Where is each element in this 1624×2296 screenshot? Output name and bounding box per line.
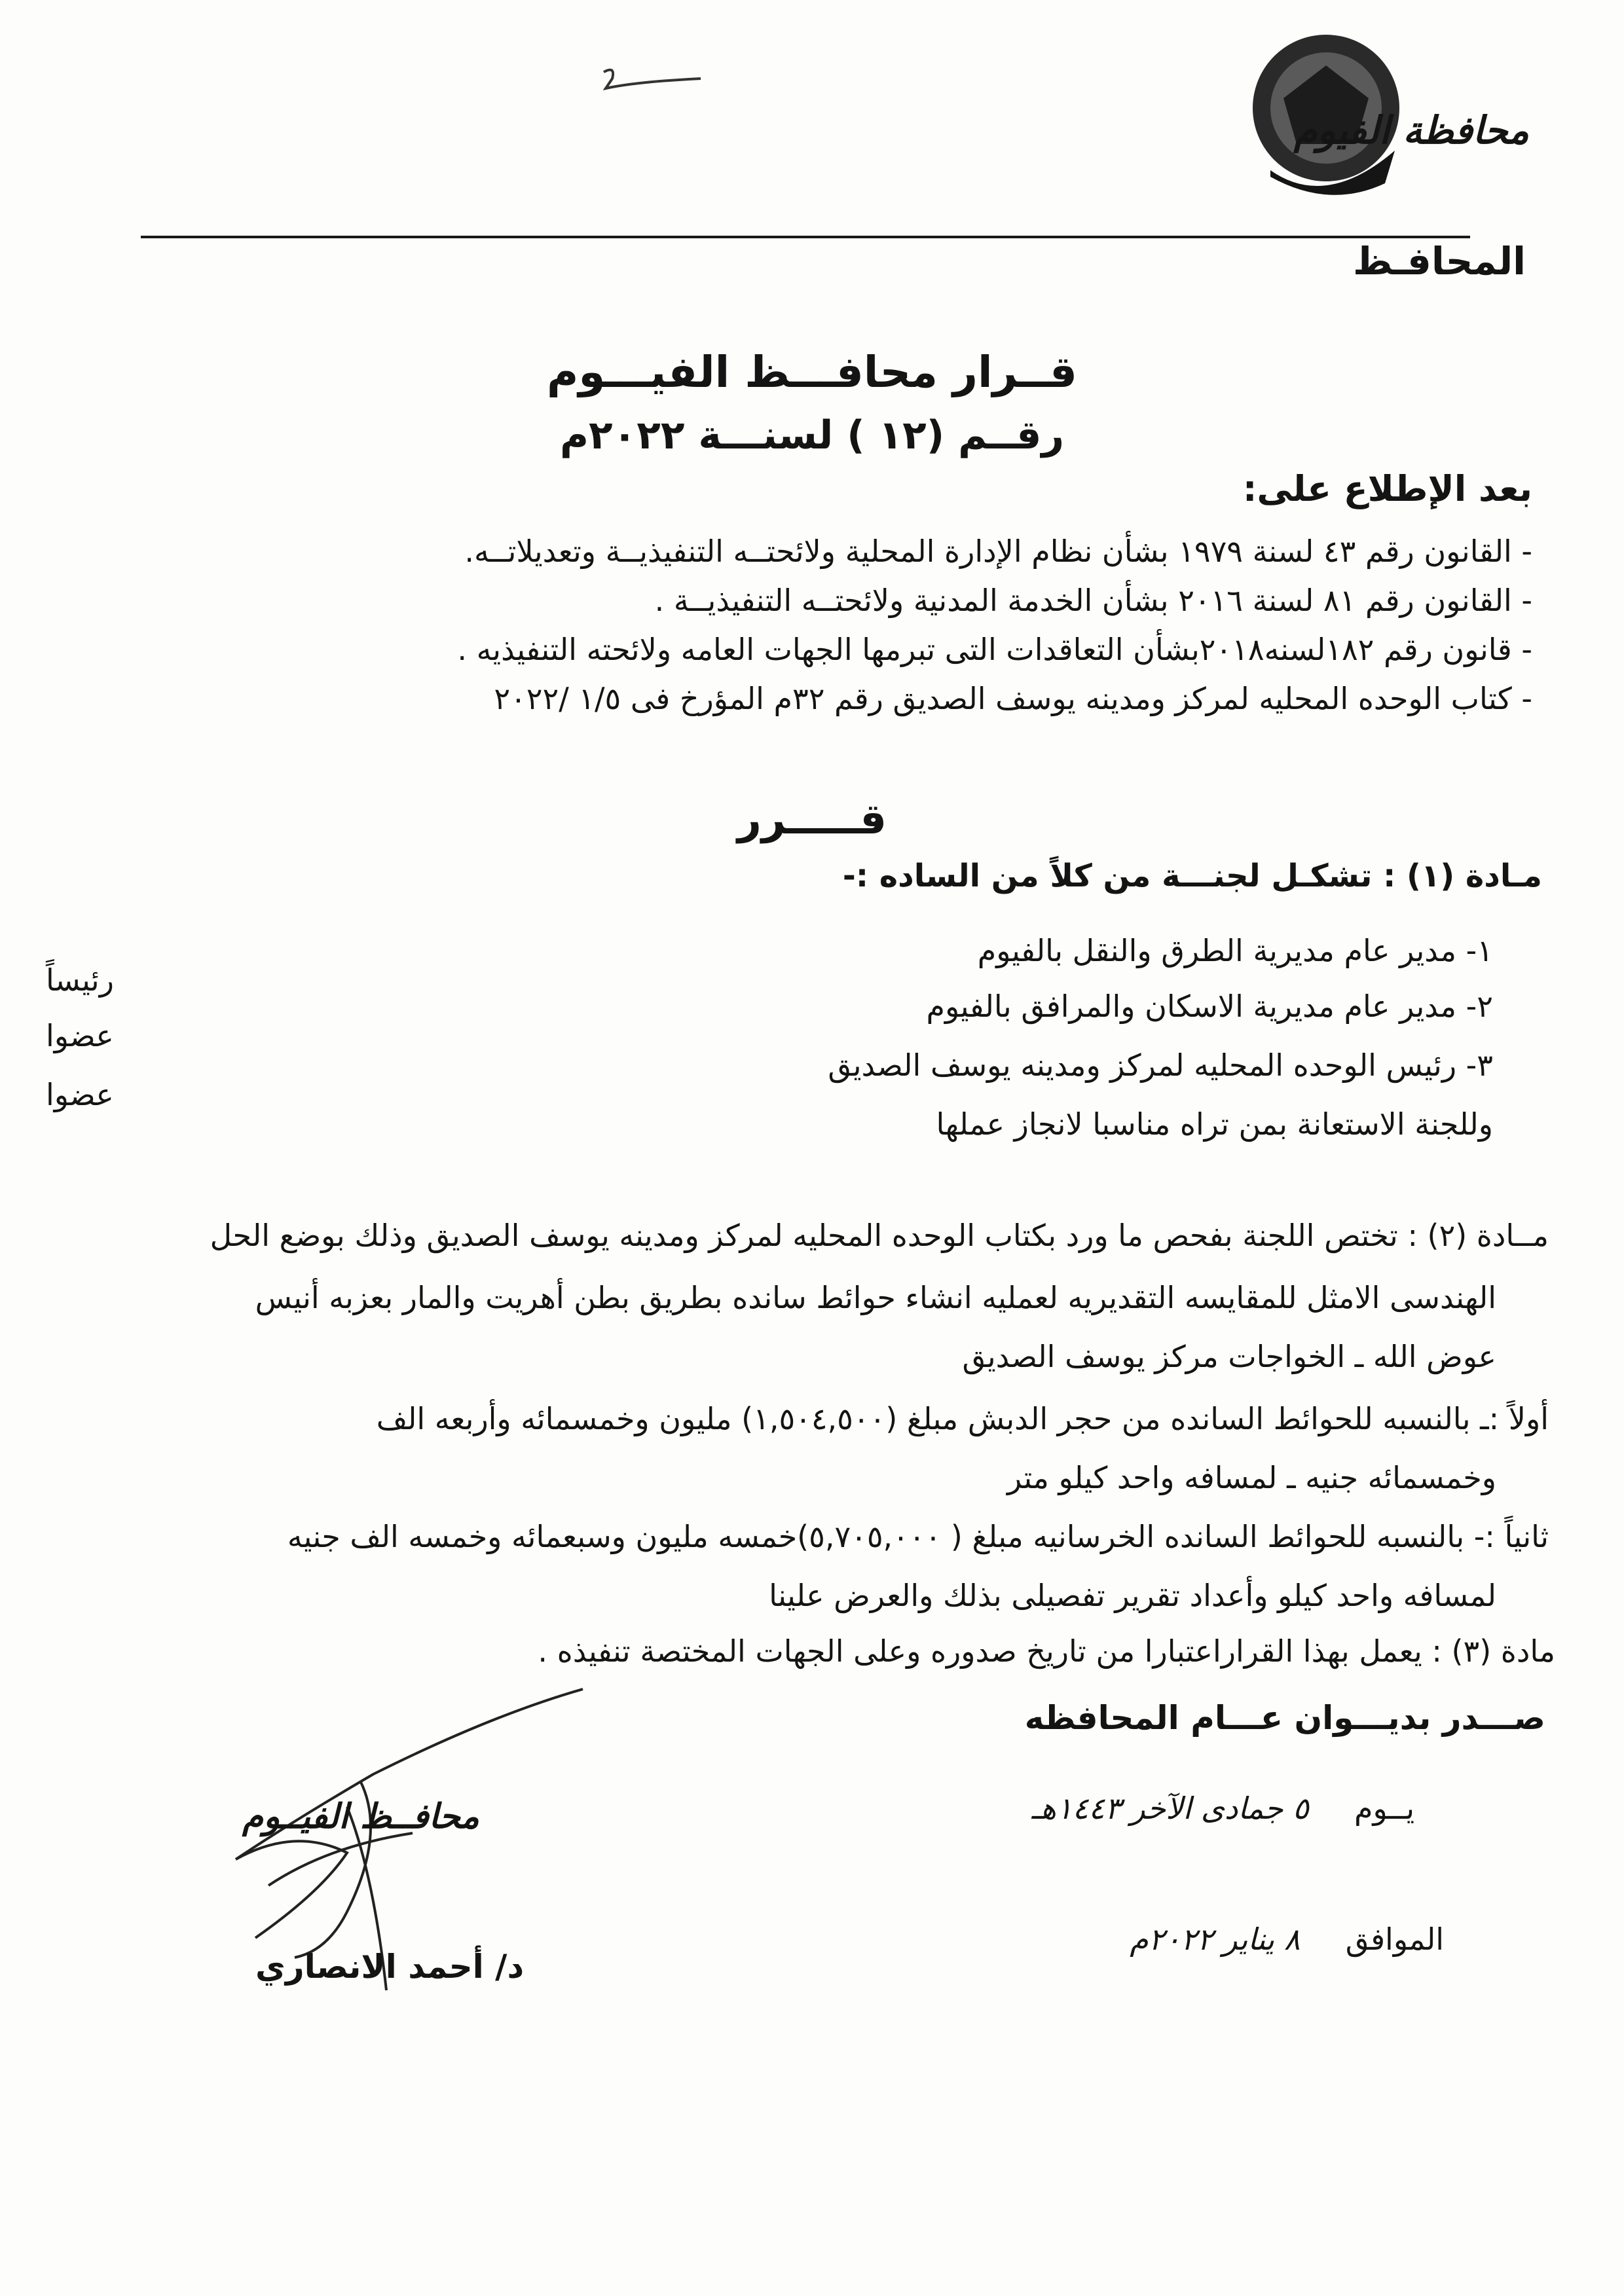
decided-heading: قـــــرر (737, 795, 887, 844)
preamble-item: - القانون رقم ٤٣ لسنة ١٩٧٩ بشأن نظام الإدارة المحلية ولائحتــه التنفيذيــة وتعديلاتــه. (464, 534, 1532, 569)
decree-number: رقــم (١٢ ) لسنـــة ٢٠٢٢م (559, 412, 1064, 458)
article-2-line: لمسافه واحد كيلو وأعداد تقرير تفصيلى بذلك والعرض علينا (769, 1578, 1496, 1613)
handwritten-mark (596, 52, 707, 105)
article-2-line: عوض الله ـ الخواجات مركز يوسف الصديق (962, 1339, 1496, 1374)
member-1: ١- مدير عام مديرية الطرق والنقل بالفيوم (977, 933, 1493, 968)
member-2-role: عضوا (46, 1018, 114, 1053)
preamble-item: - قانون رقم ١٨٢لسنه٢٠١٨بشأن التعاقدات التى تبرمها الجهات العامه ولائحته التنفيذيه . (457, 632, 1532, 667)
member-3-role: عضوا (46, 1077, 114, 1112)
gregorian-date (1130, 1922, 1444, 1957)
member-1-role: رئيساً (46, 962, 114, 998)
decree-title: قــرار محافـــظ الفيـــوم (546, 347, 1077, 397)
committee-note: وللجنة الاستعانة بمن تراه مناسبا لانجاز عملها (936, 1106, 1493, 1142)
article-2-line: مــادة (٢) : تختص اللجنة بفحص ما ورد بكتاب الوحده المحليه لمركز ومدينه يوسف الصديق وذلك بوضع الحل (210, 1218, 1549, 1253)
organization-name: محافظة الفيوم (1293, 108, 1529, 153)
gregorian-date-label: الموافق (1345, 1922, 1444, 1957)
gregorian-date-value: ٨ يناير ٢٠٢٢م (1130, 1922, 1301, 1957)
header-rule (141, 236, 1470, 238)
article-2-line: ثانياً :- بالنسبه للحوائط السانده الخرسانيه مبلغ ( ٥,٧٠٥,٠٠٠)خمسه مليون وسبعمائه وخمسه الف جنيه (287, 1519, 1549, 1554)
article-1-heading: مـادة (١) : تشكـل لجنـــة من كلاً من الساده :- (842, 858, 1542, 894)
issued-line: صـــدر بديـــوان عـــام المحافظه (1024, 1699, 1545, 1737)
article-2-line: أولاً :ـ بالنسبه للحوائط السانده من حجر الدبش مبلغ (١,٥٠٤,٥٠٠) مليون وخمسمائه وأربعه الف (376, 1401, 1549, 1436)
hijri-date-label: يــوم (1354, 1791, 1414, 1826)
preamble-heading: بعد الإطلاع على: (1242, 468, 1532, 509)
preamble-item: - القانون رقم ٨١ لسنة ٢٠١٦ بشأن الخدمة المدنية ولائحتــه التنفيذيــة . (654, 583, 1532, 618)
hijri-date (1031, 1791, 1414, 1826)
preamble-item: - كتاب الوحده المحليه لمركز ومدينه يوسف الصديق رقم ٣٢م المؤرخ فى ١/٥ /٢٠٢٢ (494, 681, 1532, 716)
governor-title: محافــظ الفيــوم (242, 1797, 479, 1836)
article-2-line: الهندسى الامثل للمقايسه التقديريه لعمليه انشاء حوائط سانده بطريق بطن أهريت والمار بعزبه أنيس (255, 1280, 1496, 1315)
article-3-line: مادة (٣) : يعمل بهذا القراراعتبارا من تاريخ صدوره وعلى الجهات المختصة تنفيذه . (538, 1633, 1555, 1669)
hijri-date-value: ٥ جمادى الآخر ١٤٤٣هـ (1031, 1791, 1309, 1826)
member-3: ٣- رئيس الوحده المحليه لمركز ومدينه يوسف الصديق (828, 1048, 1493, 1083)
member-2: ٢- مدير عام مديرية الاسكان والمرافق بالفيوم (926, 989, 1493, 1024)
article-2-line: وخمسمائه جنيه ـ لمسافه واحد كيلو متر (1007, 1460, 1496, 1495)
office-label: المحافـظ (1352, 239, 1526, 283)
governor-name: د/ أحمد الانصاري (255, 1948, 525, 1986)
